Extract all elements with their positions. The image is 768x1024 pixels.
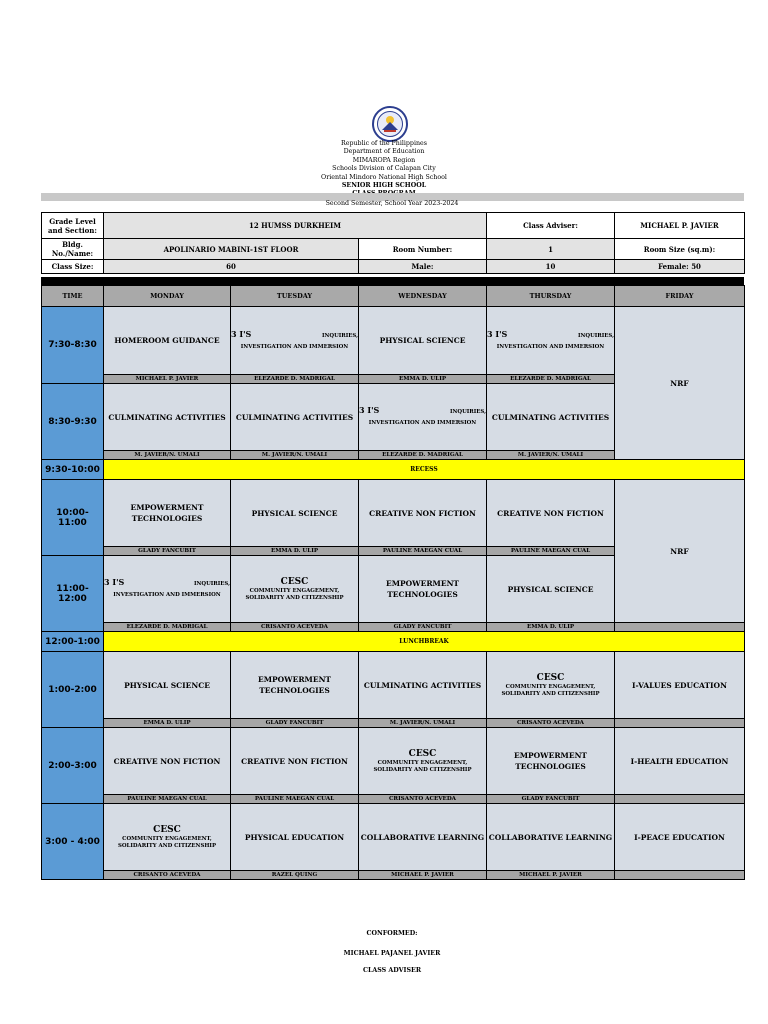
- friday-subject: I-VALUES EDUCATION: [615, 652, 745, 719]
- teacher-cell: EMMA D. ULIP: [487, 623, 615, 632]
- header-wednesday: WEDNESDAY: [359, 286, 487, 307]
- day-header-row: [42, 286, 745, 307]
- female-value: 50: [691, 262, 701, 271]
- teacher-cell: MICHAEL P. JAVIER: [359, 871, 487, 880]
- subject-cesc: CESC: [408, 748, 437, 759]
- bldg-label: Bldg. No./Name:: [42, 239, 104, 260]
- subject-cell: COLLABORATIVE LEARNING: [487, 804, 615, 871]
- friday-nrf: NRF: [615, 307, 745, 460]
- teacher-cell: ELEZARDE D. MADRIGAL: [487, 375, 615, 384]
- adviser-name: MICHAEL PAJANEL JAVIER: [343, 950, 441, 957]
- teacher-cell: ELEZARDE D. MADRIGAL: [359, 451, 487, 460]
- subject-cell: PHYSICAL SCIENCE: [359, 307, 487, 375]
- subject-3is-sub: INVESTIGATION AND IMMERSION: [368, 420, 477, 426]
- teacher-cell: EMMA D. ULIP: [104, 719, 231, 728]
- male-label: Male:: [359, 260, 487, 274]
- teacher-cell: M. JAVIER/N. UMALI: [359, 719, 487, 728]
- time-slot: 11:00-12:00: [42, 556, 104, 632]
- subject-cell: CREATIVE NON FICTION: [231, 728, 359, 795]
- subject-cell-3is: [231, 307, 359, 375]
- teacher-cell: EMMA D. ULIP: [359, 375, 487, 384]
- teacher-cell: ELEZARDE D. MADRIGAL: [104, 623, 231, 632]
- friday-nrf: NRF: [615, 480, 745, 623]
- time-slot: 1:00-2:00: [42, 652, 104, 728]
- grade-label: Grade Level and Section:: [42, 213, 104, 239]
- teacher-cell: EMMA D. ULIP: [231, 547, 359, 556]
- female-cell: [615, 260, 745, 274]
- header-division: Schools Division of Calapan City: [332, 165, 436, 173]
- subject-cell: CULMINATING ACTIVITIES: [359, 652, 487, 719]
- subject-3is: 3 I'S: [487, 328, 508, 339]
- subject-3is-inquiries: INQUIRIES,: [449, 409, 486, 415]
- teacher-cell: ELEZARDE D. MADRIGAL: [231, 375, 359, 384]
- subject-cesc: CESC: [153, 824, 181, 835]
- class-info-table: [41, 212, 745, 274]
- subject-cell: COLLABORATIVE LEARNING: [359, 804, 487, 871]
- teacher-cell: M. JAVIER/N. UMALI: [487, 451, 615, 460]
- recess-bar: RECESS: [104, 460, 745, 480]
- document-header: [0, 140, 768, 199]
- subject-cell: HOMEROOM GUIDANCE: [104, 307, 231, 375]
- subject-3is: 3 I'S: [231, 328, 252, 339]
- teacher-cell-empty: [615, 795, 745, 804]
- teacher-cell: GLADY FANCUBIT: [487, 795, 615, 804]
- room-label: Room Number:: [359, 239, 487, 260]
- teacher-cell-empty: [615, 623, 745, 632]
- subject-3is-sub: INVESTIGATION AND IMMERSION: [496, 343, 605, 350]
- subject-cell: PHYSICAL EDUCATION: [231, 804, 359, 871]
- teacher-cell: CRISANTO ACEVEDA: [359, 795, 487, 804]
- time-slot: 12:00-1:00: [42, 632, 104, 652]
- teacher-cell: GLADY FANCUBIT: [359, 623, 487, 632]
- adviser-value: MICHAEL P. JAVIER: [615, 213, 745, 239]
- conformed-label: CONFORMED:: [366, 930, 418, 937]
- teacher-cell: MICHAEL P. JAVIER: [104, 375, 231, 384]
- subject-cesc: CESC: [536, 672, 565, 683]
- subject-3is-inquiries: INQUIRIES,: [577, 332, 614, 339]
- teacher-cell: M. JAVIER/N. UMALI: [104, 451, 231, 460]
- teacher-cell: CRISANTO ACEVEDA: [487, 719, 615, 728]
- header-department: Department of Education: [343, 148, 425, 156]
- header-friday: FRIDAY: [615, 286, 745, 307]
- subject-3is-sub: INVESTIGATION AND IMMERSION: [113, 592, 221, 598]
- room-value: 1: [487, 239, 615, 260]
- time-slot: 2:00-3:00: [42, 728, 104, 804]
- subject-cell: CREATIVE NON FICTION: [487, 480, 615, 547]
- teacher-cell: RAZEL QUING: [231, 871, 359, 880]
- subject-cell: CULMINATING ACTIVITIES: [104, 384, 231, 451]
- subject-cell: CULMINATING ACTIVITIES: [231, 384, 359, 451]
- subject-cell-3is: [359, 384, 487, 451]
- male-value: 10: [487, 260, 615, 274]
- bldg-value: APOLINARIO MABINI-1ST FLOOR: [104, 239, 359, 260]
- subject-cell-cesc: [104, 804, 231, 871]
- subject-cell-cesc: [359, 728, 487, 795]
- teacher-cell: GLADY FANCUBIT: [231, 719, 359, 728]
- teacher-cell-empty: [615, 719, 745, 728]
- table-divider: [41, 277, 744, 285]
- lunchbreak-bar: LUNCHBREAK: [104, 632, 745, 652]
- deped-seal-icon: [372, 106, 408, 142]
- time-slot: 3:00 - 4:00: [42, 804, 104, 880]
- room-size-label: Room Size (sq.m):: [615, 239, 745, 260]
- header-thursday: THURSDAY: [487, 286, 615, 307]
- subject-cell: EMPOWERMENT TECHNOLOGIES: [104, 480, 231, 547]
- female-label: Female:: [658, 262, 689, 271]
- subject-cell-3is: [487, 307, 615, 375]
- teacher-cell: PAULINE MAEGAN CUAL: [487, 547, 615, 556]
- header-tuesday: TUESDAY: [231, 286, 359, 307]
- subject-cell: PHYSICAL SCIENCE: [104, 652, 231, 719]
- header-region: MIMAROPA Region: [352, 156, 416, 164]
- class-size-value: 60: [104, 260, 359, 274]
- friday-subject: I-HEALTH EDUCATION: [615, 728, 745, 795]
- teacher-cell: CRISANTO ACEVEDA: [231, 623, 359, 632]
- grade-value: 12 HUMSS DURKHEIM: [104, 213, 487, 239]
- header-shs: SENIOR HIGH SCHOOL: [341, 182, 427, 190]
- subject-3is-inquiries: INQUIRIES,: [193, 581, 230, 587]
- subject-cesc-sub: COMMUNITY ENGAGEMENT, SOLIDARITY AND CITIZENSHIP: [117, 835, 217, 849]
- header-republic: Republic of the Philippines: [340, 140, 427, 147]
- subject-cesc: CESC: [280, 576, 309, 587]
- subject-cell: EMPOWERMENT TECHNOLOGIES: [487, 728, 615, 795]
- header-monday: MONDAY: [104, 286, 231, 307]
- subject-3is: 3 I'S: [104, 577, 125, 587]
- school-year: Second Semester, School Year 2023-2024: [325, 200, 459, 207]
- adviser-label: Class Adviser:: [487, 213, 615, 239]
- subject-cell: EMPOWERMENT TECHNOLOGIES: [359, 556, 487, 623]
- subject-cell: CULMINATING ACTIVITIES: [487, 384, 615, 451]
- teacher-cell: M. JAVIER/N. UMALI: [231, 451, 359, 460]
- header-time: TIME: [42, 286, 104, 307]
- teacher-cell: GLADY FANCUBIT: [104, 547, 231, 556]
- adviser-role: CLASS ADVISER: [362, 967, 422, 974]
- subject-cell: EMPOWERMENT TECHNOLOGIES: [231, 652, 359, 719]
- teacher-cell: MICHAEL P. JAVIER: [487, 871, 615, 880]
- subject-cell: CREATIVE NON FICTION: [359, 480, 487, 547]
- subject-3is: 3 I'S: [359, 405, 380, 415]
- teacher-cell: PAULINE MAEGAN CUAL: [104, 795, 231, 804]
- subject-cell-cesc: [487, 652, 615, 719]
- time-slot: 7:30-8:30: [42, 307, 104, 384]
- teacher-cell: PAULINE MAEGAN CUAL: [359, 547, 487, 556]
- subject-cell-3is: [104, 556, 231, 623]
- subject-cesc-sub: COMMUNITY ENGAGEMENT, SOLIDARITY AND CITIZENSHIP: [501, 683, 600, 697]
- subject-cesc-sub: COMMUNITY ENGAGEMENT, SOLIDARITY AND CITIZENSHIP: [373, 759, 472, 773]
- time-slot: 8:30-9:30: [42, 384, 104, 460]
- subject-3is-sub: INVESTIGATION AND IMMERSION: [240, 343, 349, 350]
- subject-3is-inquiries: INQUIRIES,: [321, 332, 358, 339]
- time-slot: 10:00-11:00: [42, 480, 104, 556]
- subject-cesc-sub: COMMUNITY ENGAGEMENT, SOLIDARITY AND CITIZENSHIP: [245, 587, 344, 601]
- subject-cell: PHYSICAL SCIENCE: [487, 556, 615, 623]
- teacher-cell: CRISANTO ACEVEDA: [104, 871, 231, 880]
- subject-cell: CREATIVE NON FICTION: [104, 728, 231, 795]
- subject-cell-cesc: [231, 556, 359, 623]
- teacher-cell: PAULINE MAEGAN CUAL: [231, 795, 359, 804]
- header-school: Oriental Mindoro National High School: [321, 173, 447, 181]
- teacher-cell-empty: [615, 871, 745, 880]
- class-size-label: Class Size:: [42, 260, 104, 274]
- time-slot: 9:30-10:00: [42, 460, 104, 480]
- friday-subject: I-PEACE EDUCATION: [615, 804, 745, 871]
- subject-cell: PHYSICAL SCIENCE: [231, 480, 359, 547]
- schedule-table: [41, 285, 745, 880]
